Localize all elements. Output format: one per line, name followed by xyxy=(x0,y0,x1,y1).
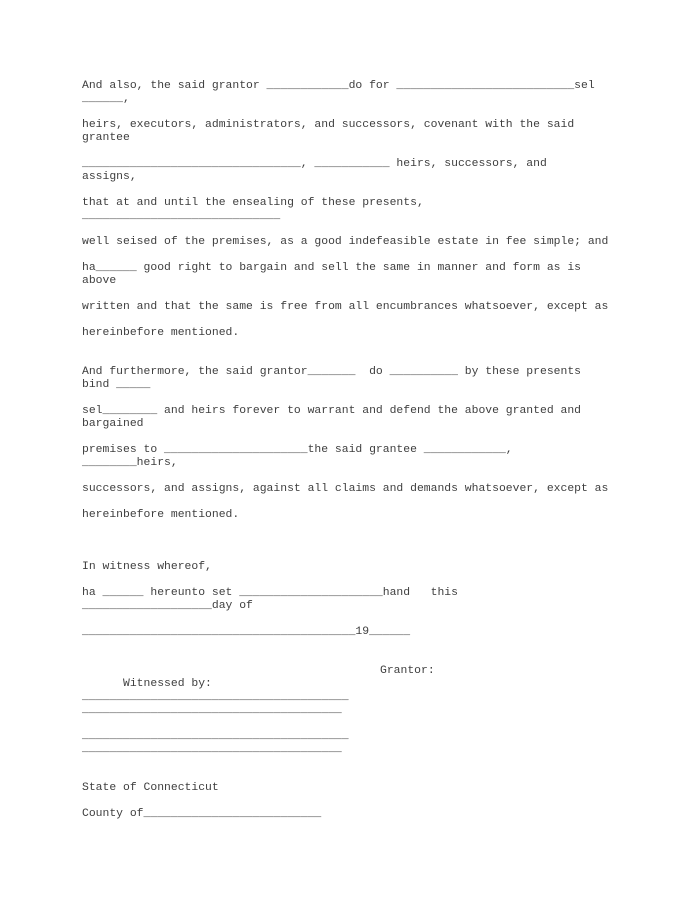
para-good-right xyxy=(82,262,608,288)
doc-line: above xyxy=(82,275,117,287)
signature-line: ______________________________________ xyxy=(82,704,342,716)
doc-line: ha______ good right to bargain and sell the same in manner and form as is xyxy=(82,262,581,274)
witnessed-by-label: Witnessed by: xyxy=(123,678,212,690)
doc-line: And furthermore, the said grantor_______ do __________ by these presents xyxy=(82,366,581,378)
signature-lines-pair-2 xyxy=(82,730,608,756)
witness-grantor-header xyxy=(82,665,608,690)
doc-line: hereinbefore mentioned. xyxy=(82,327,240,339)
para-grantee-heirs xyxy=(82,158,608,184)
doc-line: And also, the said grantor ____________do for __________________________sel xyxy=(82,80,595,92)
doc-line: ________________________________________19______ xyxy=(82,626,411,638)
para-hereinbefore-2 xyxy=(82,509,608,522)
doc-line: bargained xyxy=(82,418,144,430)
para-county xyxy=(82,808,608,821)
doc-line: bind _____ xyxy=(82,379,151,391)
doc-line: well seised of the premises, as a good indefeasible estate in fee simple; and xyxy=(82,236,609,248)
doc-line: assigns, xyxy=(82,171,137,183)
para-heirs-executors xyxy=(82,119,608,145)
para-state xyxy=(82,782,608,795)
doc-line: County of__________________________ xyxy=(82,808,322,820)
doc-line: successors, and assigns, against all claims and demands whatsoever, except as xyxy=(82,483,609,495)
signature-line: _______________________________________ xyxy=(82,730,349,742)
doc-line: sel________ and heirs forever to warrant and defend the above granted and xyxy=(82,405,581,417)
doc-line: written and that the same is free from all encumbrances whatsoever, except as xyxy=(82,301,609,313)
para-against-claims xyxy=(82,483,608,496)
para-warrant-defend xyxy=(82,405,608,431)
grantor-label: Grantor: xyxy=(380,665,435,677)
doc-line: premises to _____________________the said grantee ____________, xyxy=(82,444,513,456)
para-hereunto-set xyxy=(82,587,608,613)
doc-line: ________heirs, xyxy=(82,457,178,469)
para-encumbrances xyxy=(82,301,608,314)
para-witness-whereof xyxy=(82,561,608,574)
doc-line: ___________________day of xyxy=(82,600,253,612)
signature-lines-pair-1 xyxy=(82,691,608,717)
doc-line: heirs, executors, administrators, and successors, covenant with the said xyxy=(82,119,575,131)
doc-line: In witness whereof, xyxy=(82,561,212,573)
doc-line: that at and until the ensealing of these presents, xyxy=(82,197,424,209)
doc-line: ________________________________, ___________ heirs, successors, and xyxy=(82,158,547,170)
para-hereinbefore-1 xyxy=(82,327,608,340)
doc-line: grantee xyxy=(82,132,130,144)
para-date-19 xyxy=(82,626,608,639)
doc-line: hereinbefore mentioned. xyxy=(82,509,240,521)
para-seised xyxy=(82,236,608,249)
para-ensealing xyxy=(82,197,608,223)
signature-line: _______________________________________ xyxy=(82,691,349,703)
signature-line: ______________________________________ xyxy=(82,743,342,755)
para-furthermore xyxy=(82,366,608,392)
deed-covenant-form xyxy=(82,80,608,821)
doc-line: ______, xyxy=(82,93,130,105)
para-premises-to xyxy=(82,444,608,470)
doc-line: _____________________________ xyxy=(82,210,281,222)
para-covenant-intro xyxy=(82,80,608,106)
doc-line: ha ______ hereunto set _____________________hand this xyxy=(82,587,458,599)
doc-line: State of Connecticut xyxy=(82,782,219,794)
